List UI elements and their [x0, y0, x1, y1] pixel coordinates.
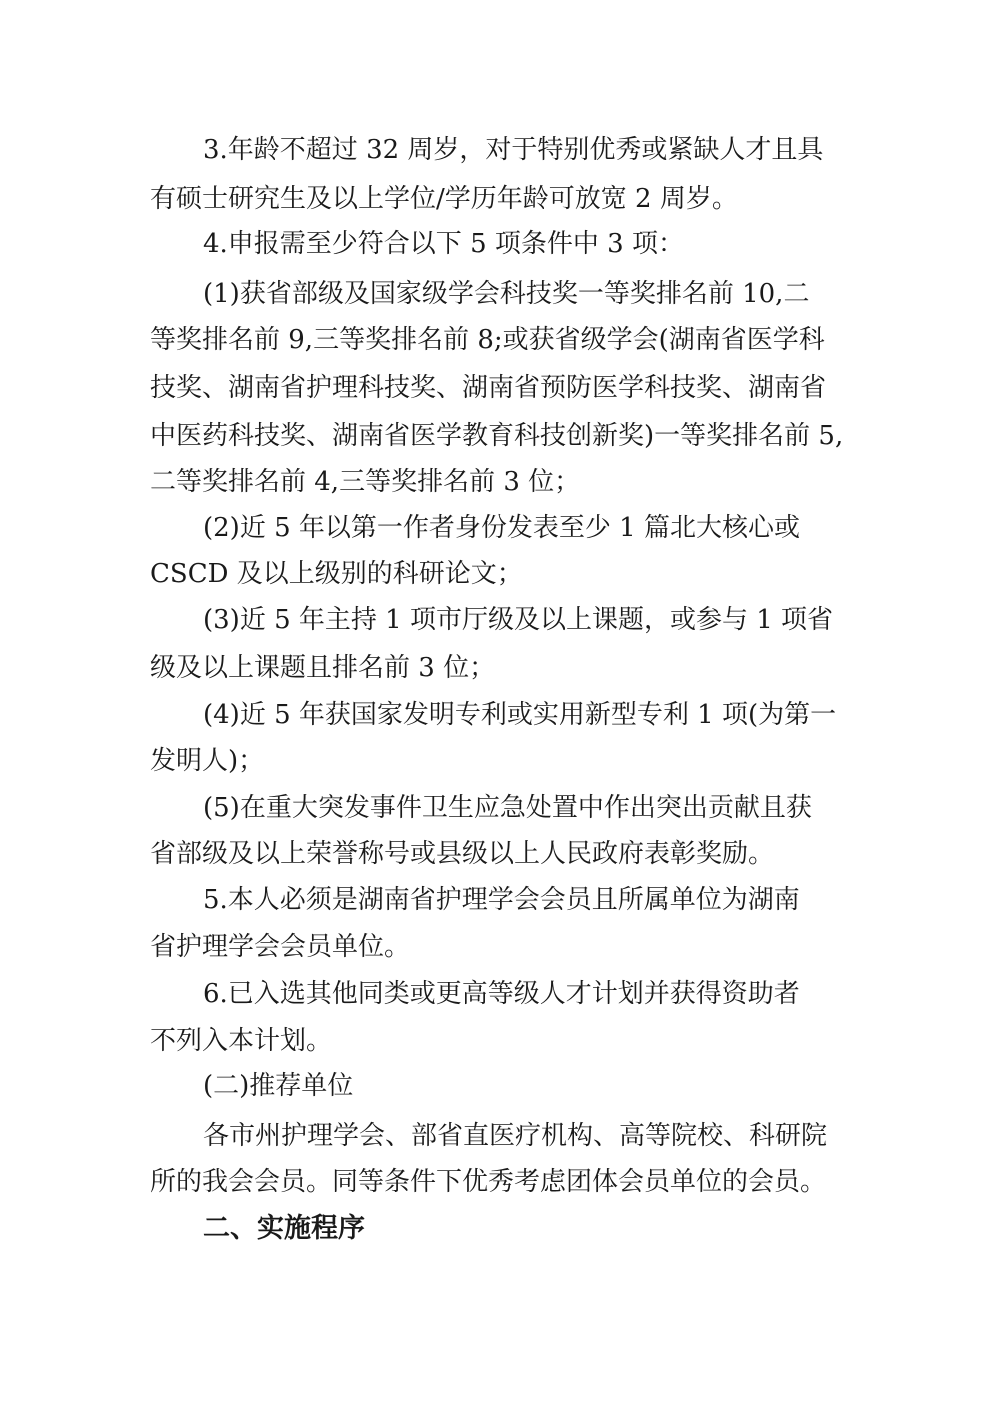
- item6-line2: 不列入本计划。: [150, 1026, 333, 1056]
- cond2-line1: (2)近 5 年以第一作者身份发表至少 1 篇北大核心或: [203, 513, 800, 543]
- recommend-title: (二)推荐单位: [203, 1071, 354, 1101]
- cond2-line2: CSCD 及以上级别的科研论文；: [150, 559, 523, 589]
- item3-line1: 3.年龄不超过 32 周岁，对于特别优秀或紧缺人才且具: [203, 135, 824, 165]
- section-heading: 二、实施程序: [203, 1213, 365, 1244]
- cond1-line5: 二等奖排名前 4,三等奖排名前 3 位；: [150, 467, 581, 497]
- cond5-line1: (5)在重大突发事件卫生应急处置中作出突出贡献且获: [203, 793, 812, 823]
- cond4-line1: (4)近 5 年获国家发明专利或实用新型专利 1 项(为第一: [203, 700, 837, 730]
- cond1-line1: (1)获省部级及国家级学会科技奖一等奖排名前 10,二: [203, 279, 810, 309]
- cond1-line4: 中医药科技奖、湖南省医学教育科技创新奖)一等奖排名前 5,: [150, 421, 844, 451]
- item5-line2: 省护理学会会员单位。: [150, 932, 411, 962]
- cond5-line2: 省部级及以上荣誉称号或县级以上人民政府表彰奖励。: [150, 839, 775, 869]
- item4-intro: 4.申报需至少符合以下 5 项条件中 3 项：: [203, 229, 684, 259]
- recommend-line1: 各市州护理学会、部省直医疗机构、高等院校、科研院: [203, 1121, 828, 1151]
- recommend-line2: 所的我会会员。同等条件下优秀考虑团体会员单位的会员。: [150, 1167, 827, 1197]
- cond1-line3: 技奖、湖南省护理科技奖、湖南省预防医学科技奖、湖南省: [150, 373, 827, 403]
- cond3-line1: (3)近 5 年主持 1 项市厅级及以上课题，或参与 1 项省: [203, 605, 834, 635]
- item5-line1: 5.本人必须是湖南省护理学会会员且所属单位为湖南: [203, 885, 800, 915]
- cond1-line2: 等奖排名前 9,三等奖排名前 8;或获省级学会(湖南省医学科: [150, 325, 825, 355]
- cond3-line2: 级及以上课题且排名前 3 位；: [150, 653, 496, 683]
- item6-line1: 6.已入选其他同类或更高等级人才计划并获得资助者: [203, 979, 800, 1009]
- item3-line2: 有硕士研究生及以上学位/学历年龄可放宽 2 周岁。: [150, 184, 738, 214]
- cond4-line2: 发明人)；: [150, 746, 265, 776]
